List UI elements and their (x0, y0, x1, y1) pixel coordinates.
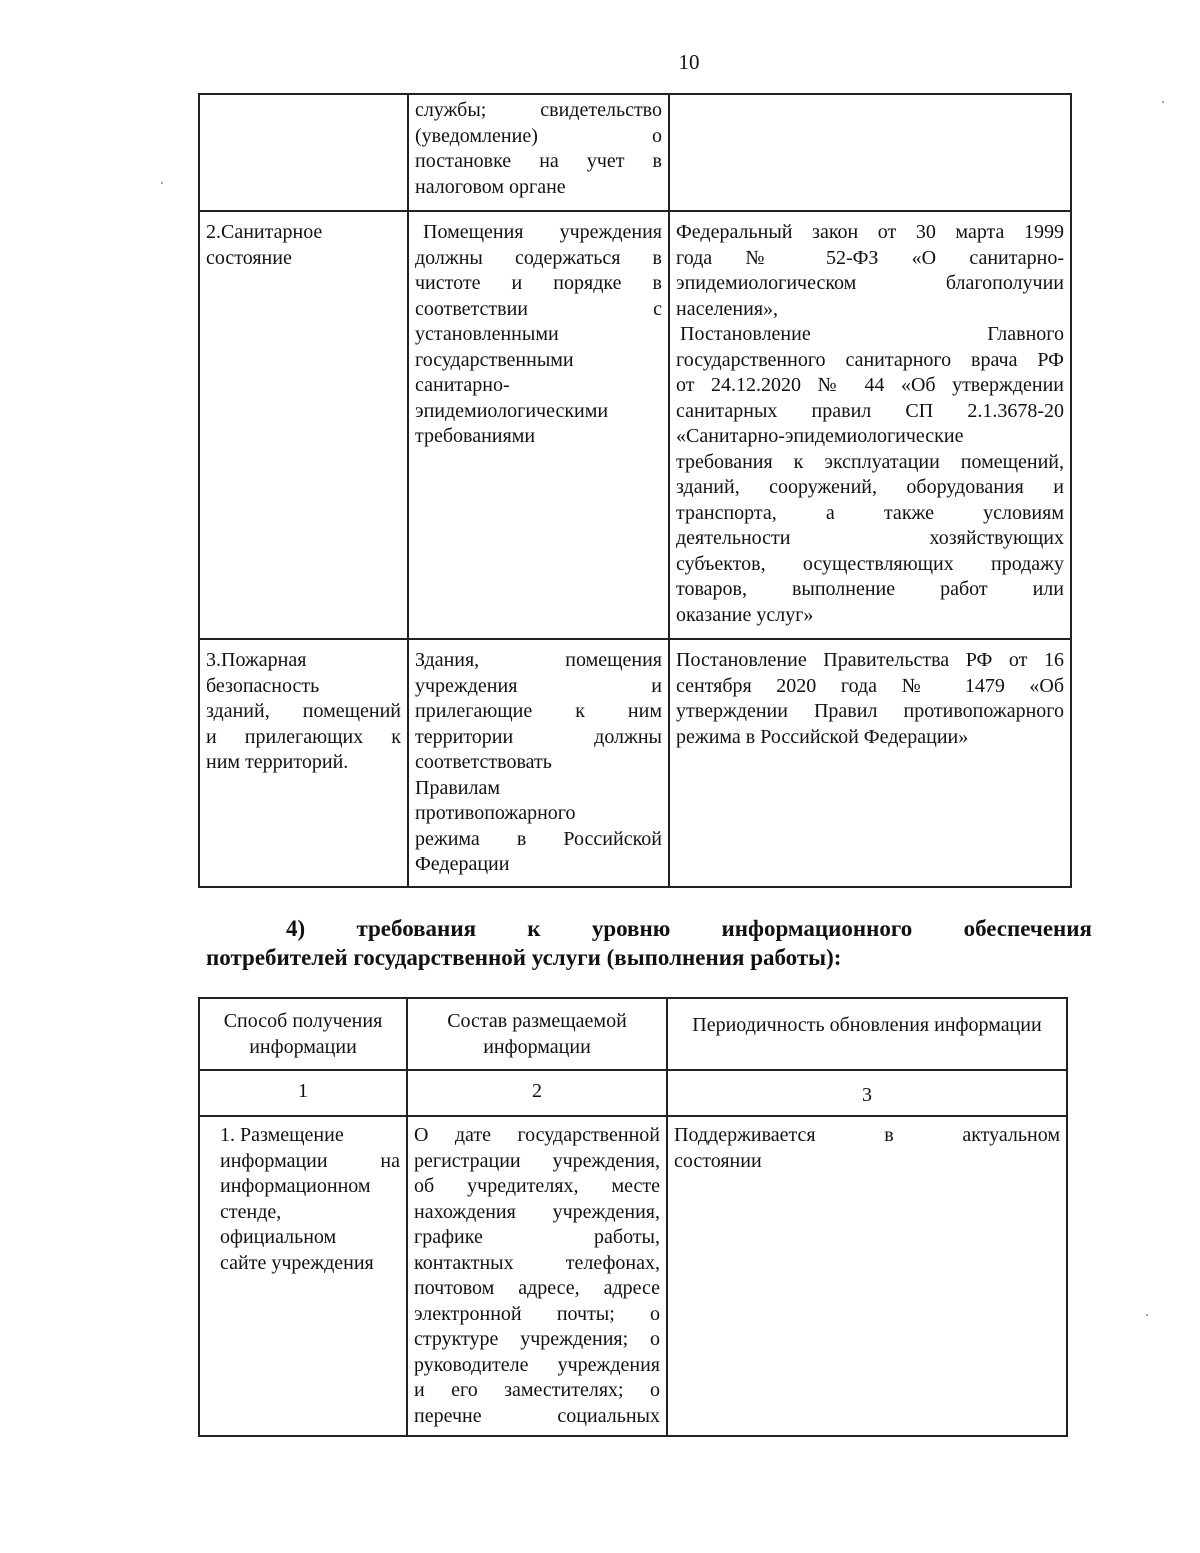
cell-line: режима в Российской Федерации» (676, 725, 969, 748)
table-cell (407, 1116, 667, 1436)
cell-line: деятельности хозяйствующих (676, 527, 1064, 549)
table-cell (667, 1116, 1067, 1436)
heading-line-1 (206, 914, 1092, 943)
table-cell (669, 211, 1071, 639)
cell-line: утверждении Правил противопожарного (676, 700, 1064, 722)
cell-line: Постановление Правительства РФ от 16 (676, 649, 1064, 671)
cell-line: структуре учреждения; о (414, 1328, 660, 1350)
cell-line: почтовом адресе, адресе (414, 1277, 660, 1299)
heading-word: информационного (721, 916, 913, 941)
table-cell (669, 94, 1071, 211)
header-cell: Периодичность обновления информации (667, 998, 1067, 1070)
cell-line: санитарных правил СП 2.1.3678-20 (676, 399, 1064, 422)
cell-line: оказание услуг» (676, 603, 814, 626)
header-cell: Состав размещаемой информации (407, 998, 667, 1070)
table-row (199, 1116, 1067, 1436)
cell-line: установленными (415, 323, 559, 345)
cell-line: учреждения и (415, 674, 662, 697)
requirements-table (198, 93, 1072, 888)
cell-line: требования к эксплуатации помещений, (676, 450, 1064, 473)
cell-line: и его заместителях; о (414, 1379, 660, 1401)
table-row (199, 94, 1071, 211)
table-number-row (199, 1070, 1067, 1116)
header-cell: Способ получения информации (199, 998, 407, 1070)
cell-line: соответствовать (415, 751, 552, 773)
table-cell (408, 211, 669, 639)
cell-line: состоянии (674, 1149, 762, 1172)
column-number: 3 (667, 1070, 1067, 1116)
cell-line: Поддерживается в актуальном (674, 1124, 1060, 1146)
cell-line: транспорта, а также условиям (676, 501, 1064, 524)
cell-line: 2.Санитарное (206, 221, 323, 243)
cell-line: руководителе учреждения (414, 1353, 660, 1376)
cell-line: контактных телефонах, (414, 1251, 660, 1274)
cell-line: состояние (206, 246, 292, 269)
cell-line: чистоте и порядке в (415, 272, 662, 294)
table-cell (408, 639, 669, 887)
cell-line: Федерации (415, 853, 510, 875)
cell-line: стенде, (220, 1200, 282, 1223)
heading-word: уровню (591, 916, 671, 941)
scan-speck (161, 182, 163, 184)
cell-line: противопожарного (415, 802, 576, 824)
cell-line: информационном (220, 1175, 371, 1197)
cell-line: безопасность (206, 674, 320, 697)
cell-line: государственными (415, 348, 574, 371)
cell-line: сентября 2020 года № 1479 «Об (676, 674, 1064, 697)
cell-line: Правилам (415, 776, 500, 799)
table-cell (199, 639, 408, 887)
cell-line: 1. Размещение (220, 1124, 344, 1146)
cell-line: и прилегающих к (206, 725, 401, 748)
column-number: 2 (407, 1070, 667, 1116)
scan-speck (1162, 101, 1164, 103)
cell-line: регистрации учреждения, (414, 1149, 660, 1172)
cell-line: должны содержаться в (415, 246, 662, 269)
cell-line: «Санитарно-эпидемиологические (676, 425, 964, 447)
cell-line: товаров, выполнение работ или (676, 578, 1064, 600)
cell-line: требованиями (415, 425, 536, 447)
cell-line: (уведомление) о (415, 124, 662, 147)
cell-line: эпидемиологическими (415, 399, 609, 422)
cell-line: соответствии с (415, 297, 662, 320)
cell-line: субъектов, осуществляющих продажу (676, 552, 1064, 575)
cell-line: 3.Пожарная (206, 649, 307, 671)
page-number: 10 (678, 50, 700, 74)
cell-line: зданий, помещений (206, 700, 401, 722)
cell-line: года № 52-ФЗ «О санитарно- (676, 246, 1064, 269)
information-table (198, 997, 1068, 1437)
cell-line: режима в Российской (415, 827, 662, 850)
cell-line: территории должны (415, 725, 662, 748)
cell-line: официальном (220, 1226, 337, 1248)
column-number: 1 (199, 1070, 407, 1116)
cell-line: государственного санитарного врача РФ (676, 348, 1064, 371)
cell-line: населения», (676, 297, 779, 320)
table-cell (408, 94, 669, 211)
cell-line: службы; свидетельство (415, 99, 662, 121)
cell-line: Здания, помещения (415, 649, 662, 671)
table-cell (199, 94, 408, 211)
cell-line: информации на (220, 1149, 400, 1172)
cell-line: графике работы, (414, 1226, 660, 1248)
cell-line: об учредителях, месте (414, 1175, 660, 1197)
heading-line-2: потребителей государственной услуги (выполнения работы): (206, 945, 842, 970)
cell-line: Помещения учреждения (423, 221, 662, 243)
cell-line: О дате государственной (414, 1124, 660, 1146)
heading-word: обеспечения (963, 916, 1092, 941)
heading-word: к (527, 916, 541, 941)
table-header-row (199, 998, 1067, 1070)
cell-line: Федеральный закон от 30 марта 1999 (676, 221, 1064, 243)
cell-line: ним территорий. (206, 751, 349, 773)
cell-line: от 24.12.2020 № 44 «Об утверждении (676, 374, 1064, 396)
heading-word: 4) (286, 916, 306, 941)
table-cell (199, 211, 408, 639)
table-cell (669, 639, 1071, 887)
cell-line: нахождения учреждения, (414, 1200, 660, 1223)
cell-line: прилегающие к ним (415, 700, 662, 722)
cell-line: электронной почты; о (414, 1302, 660, 1325)
table-row (199, 639, 1071, 887)
cell-line: налоговом органе (415, 175, 566, 198)
cell-line: санитарно- (415, 374, 510, 396)
section-heading (206, 914, 1092, 972)
table-cell (199, 1116, 407, 1436)
cell-line: Постановление Главного (680, 323, 1064, 345)
cell-line: зданий, сооружений, оборудования и (676, 476, 1064, 498)
cell-line: перечне социальных (414, 1404, 660, 1427)
table-row (199, 211, 1071, 639)
scan-speck (1146, 1314, 1148, 1316)
cell-line: постановке на учет в (415, 150, 662, 172)
cell-line: сайте учреждения (220, 1251, 374, 1274)
cell-line: эпидемиологическом благополучии (676, 272, 1064, 294)
heading-word: требования (356, 916, 477, 941)
